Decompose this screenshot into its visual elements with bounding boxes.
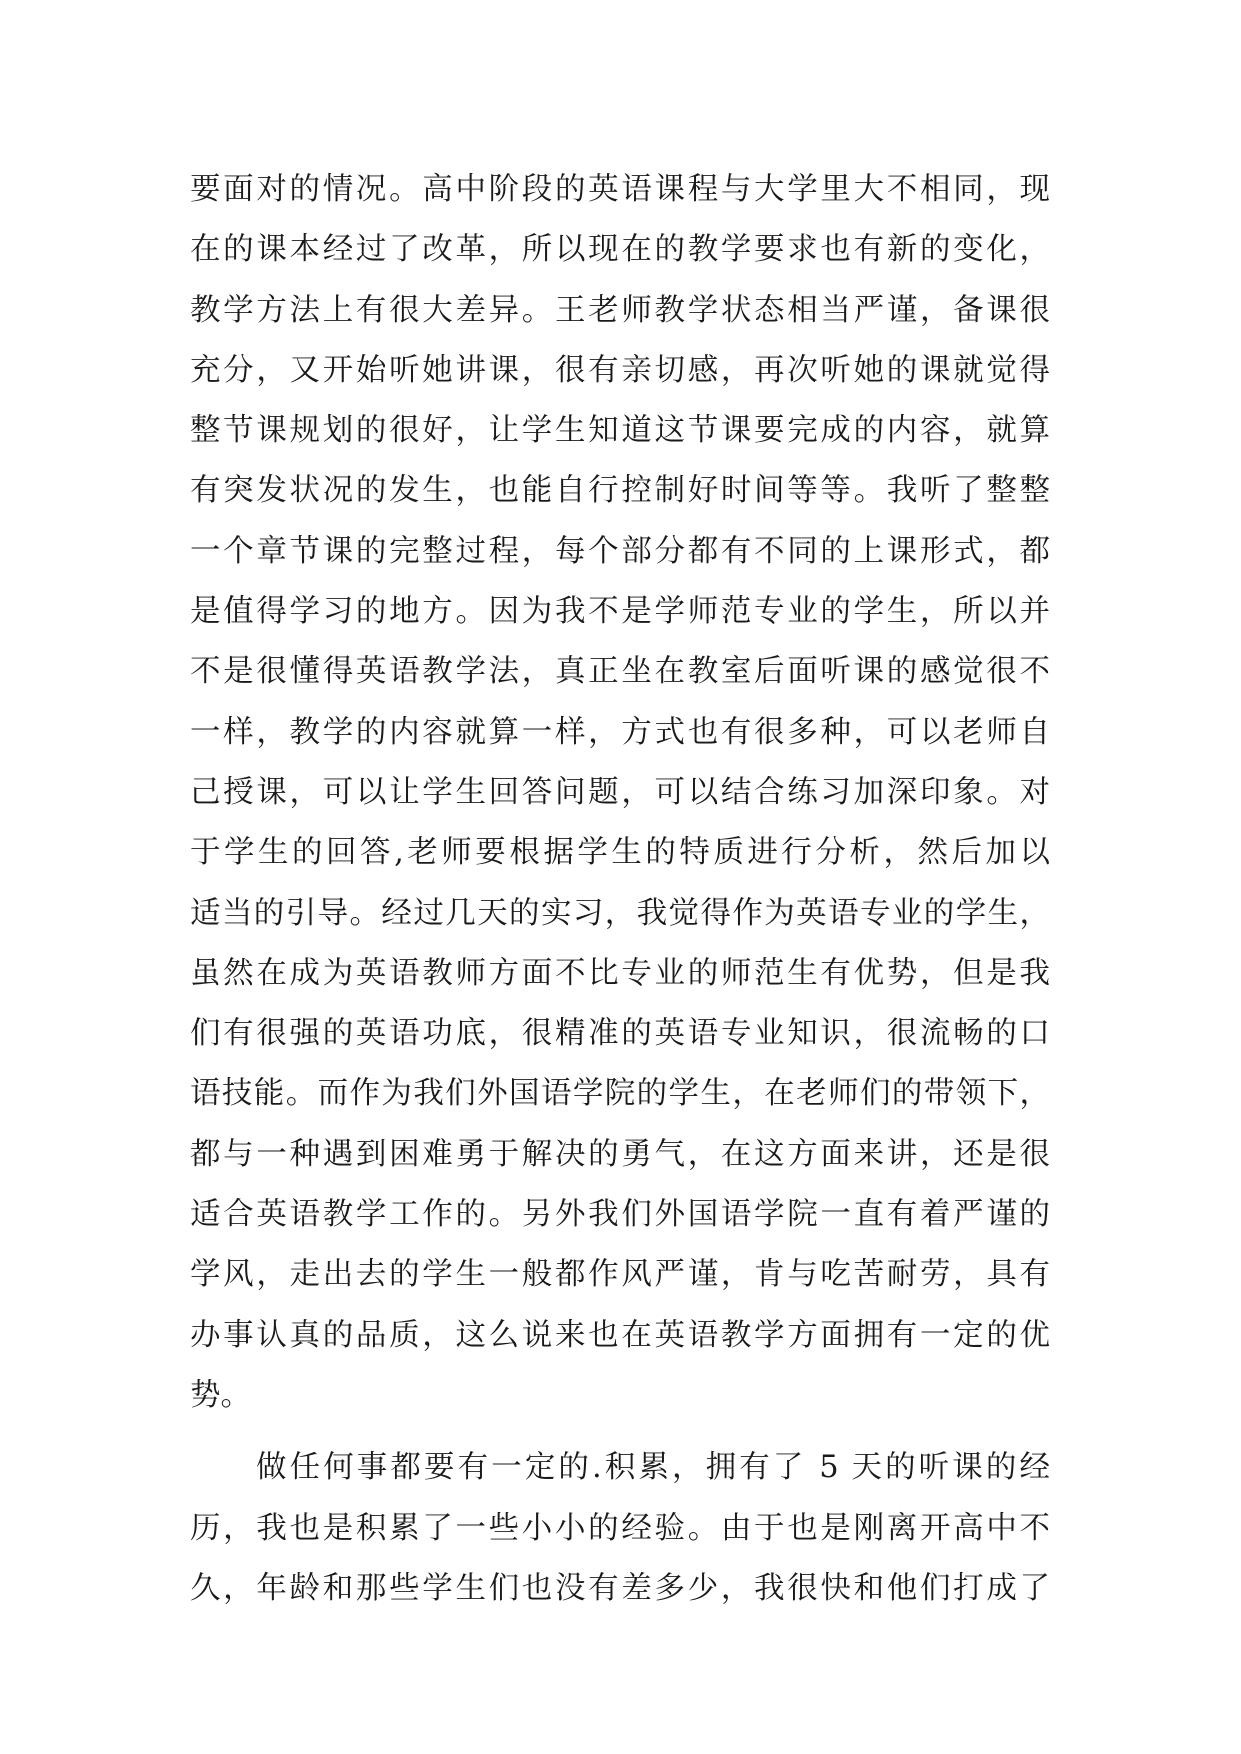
text-line: 做任何事都要有一定的.积累，拥有了 5 天的听课的经 xyxy=(256,1450,1050,1486)
text-line: 教学方法上有很大差异。王老师教学状态相当严谨，备课很 xyxy=(190,292,1050,328)
paragraph-1 xyxy=(190,160,1050,1426)
text-line: 虽然在成为英语教师方面不比专业的师范生有优势，但是我 xyxy=(190,955,1050,991)
text-line: 己授课，可以让学生回答问题，可以结合练习加深印象。对 xyxy=(190,774,1050,810)
body-text xyxy=(190,160,1050,1619)
text-line: 一样，教学的内容就算一样，方式也有很多种，可以老师自 xyxy=(190,714,1050,750)
text-line: 们有很强的英语功底，很精准的英语专业知识，很流畅的口 xyxy=(190,1016,1050,1052)
text-line: 学风，走出去的学生一般都作风严谨，肯与吃苦耐劳，具有 xyxy=(190,1257,1050,1293)
text-line: 要面对的情况。高中阶段的英语课程与大学里大不相同，现 xyxy=(190,172,1050,207)
text-line: 语技能。而作为我们外国语学院的学生，在老师们的带领下， xyxy=(190,1076,1050,1112)
text-line: 有突发状况的发生，也能自行控制好时间等等。我听了整整 xyxy=(190,473,1050,509)
text-line: 适合英语教学工作的。另外我们外国语学院一直有着严谨的 xyxy=(190,1197,1050,1233)
text-line: 是值得学习的地方。因为我不是学师范专业的学生，所以并 xyxy=(190,594,1050,630)
text-line: 一个章节课的完整过程，每个部分都有不同的上课形式，都 xyxy=(190,533,1050,569)
text-line: 久，年龄和那些学生们也没有差多少，我很快和他们打成了 xyxy=(190,1570,1050,1606)
text-line: 办事认真的品质，这么说来也在英语教学方面拥有一定的优 xyxy=(190,1317,1050,1353)
paragraph-spacer xyxy=(190,1426,1050,1438)
text-line: 整节课规划的很好，让学生知道这节课要完成的内容，就算 xyxy=(190,413,1050,449)
text-line: 势。 xyxy=(190,1377,251,1413)
text-line: 都与一种遇到困难勇于解决的勇气，在这方面来讲，还是很 xyxy=(190,1136,1050,1172)
text-line: 历，我也是积累了一些小小的经验。由于也是刚离开高中不 xyxy=(190,1510,1050,1546)
paragraph-2 xyxy=(190,1438,1050,1619)
text-line: 充分，又开始听她讲课，很有亲切感，再次听她的课就觉得 xyxy=(190,352,1050,388)
text-line: 在的课本经过了改革，所以现在的教学要求也有新的变化， xyxy=(190,232,1050,268)
text-line: 适当的引导。经过几天的实习，我觉得作为英语专业的学生， xyxy=(190,895,1050,931)
text-line: 于学生的回答,老师要根据学生的特质进行分析，然后加以 xyxy=(190,835,1050,871)
text-line: 不是很懂得英语教学法，真正坐在教室后面听课的感觉很不 xyxy=(190,654,1050,690)
